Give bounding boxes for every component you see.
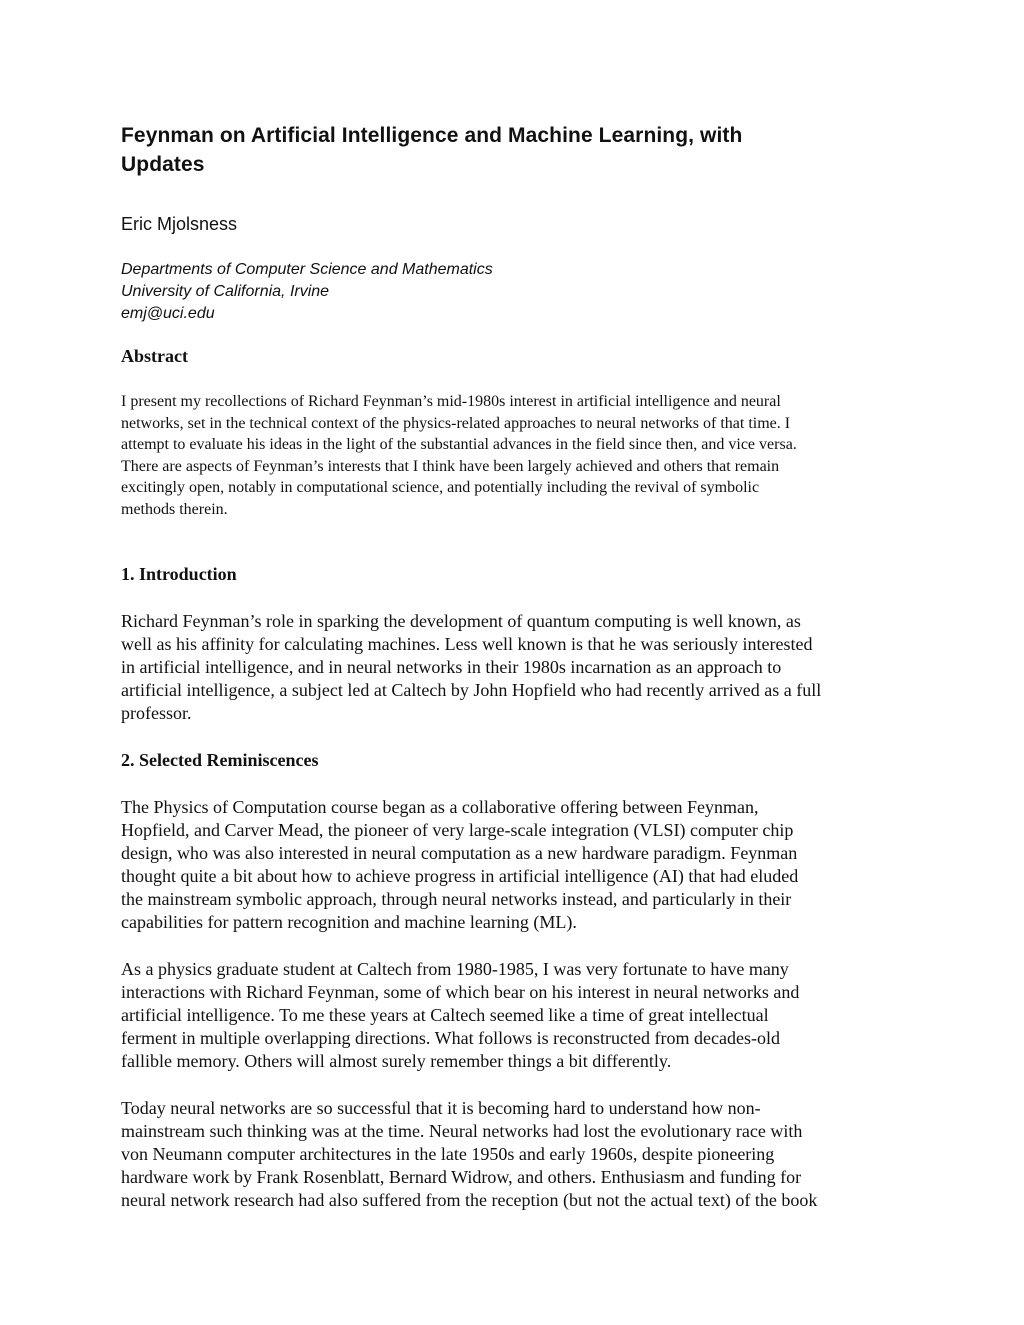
reminiscences-paragraph-2 (121, 958, 911, 1073)
affiliation-block (121, 259, 911, 325)
title-line: Updates (121, 153, 205, 176)
abstract-text (121, 391, 906, 520)
abstract-line: networks, set in the technical context of the physics-related approaches to neural networks of that time. I (121, 414, 791, 432)
reminiscences-paragraph-3 (121, 1097, 911, 1212)
affiliation-department: Departments of Computer Science and Mathematics (121, 261, 493, 278)
paragraph-line: The Physics of Computation course began as a collaborative offering between Feynman, (121, 797, 759, 817)
introduction-paragraph (121, 610, 911, 725)
paragraph-line: fallible memory. Others will almost surely remember things a bit differently. (121, 1051, 672, 1071)
paragraph-line: Today neural networks are so successful that it is becoming hard to understand how non- (121, 1098, 761, 1118)
paragraph-line: Hopfield, and Carver Mead, the pioneer of very large-scale integration (VLSI) computer chip (121, 820, 794, 840)
abstract-heading: Abstract (121, 346, 188, 366)
paragraph-line: well as his affinity for calculating machines. Less well known is that he was seriously interested (121, 634, 813, 654)
paragraph-line: artificial intelligence, a subject led at Caltech by John Hopfield who had recently arrived as a full (121, 680, 822, 700)
paragraph-line: in artificial intelligence, and in neural networks in their 1980s incarnation as an approach to (121, 657, 782, 677)
paragraph-line: mainstream such thinking was at the time. Neural networks had lost the evolutionary race with (121, 1121, 803, 1141)
paragraph-line: capabilities for pattern recognition and machine learning (ML). (121, 912, 577, 932)
section-heading-introduction: 1. Introduction (121, 564, 237, 584)
paragraph-line: Richard Feynman’s role in sparking the development of quantum computing is well known, as (121, 611, 801, 631)
paper-title (121, 121, 911, 179)
abstract-line: There are aspects of Feynman’s interests that I think have been largely achieved and others that remain (121, 457, 780, 475)
paragraph-line: ferment in multiple overlapping directions. What follows is reconstructed from decades-old (121, 1028, 780, 1048)
reminiscences-paragraph-1 (121, 796, 911, 934)
paragraph-line: interactions with Richard Feynman, some of which bear on his interest in neural networks and (121, 982, 800, 1002)
abstract-line: I present my recollections of Richard Feynman’s mid-1980s interest in artificial intelligence and neural (121, 393, 781, 410)
paragraph-line: von Neumann computer architectures in the late 1950s and early 1960s, despite pioneering (121, 1144, 775, 1164)
abstract-line: excitingly open, notably in computational science, and potentially including the revival of symbolic (121, 479, 760, 496)
paragraph-line: the mainstream symbolic approach, through neural networks instead, and particularly in their (121, 889, 792, 909)
title-line: Feynman on Artificial Intelligence and Machine Learning, with (121, 124, 743, 147)
affiliation-university: University of California, Irvine (121, 283, 330, 300)
paragraph-line: professor. (121, 703, 192, 723)
section-heading-reminiscences: 2. Selected Reminiscences (121, 750, 319, 770)
paragraph-line: neural network research had also suffered from the reception (but not the actual text) of the book (121, 1190, 818, 1210)
paragraph-line: design, who was also interested in neural computation as a new hardware paradigm. Feynman (121, 843, 798, 863)
paper-page (121, 121, 911, 1212)
paragraph-line: As a physics graduate student at Caltech from 1980-1985, I was very fortunate to have many (121, 959, 789, 979)
paragraph-line: hardware work by Frank Rosenblatt, Bernard Widrow, and others. Enthusiasm and funding for (121, 1167, 802, 1187)
paragraph-line: thought quite a bit about how to achieve progress in artificial intelligence (AI) that had eluded (121, 866, 799, 886)
abstract-line: attempt to evaluate his ideas in the light of the substantial advances in the field since then, and vice versa. (121, 436, 797, 453)
abstract-line: methods therein. (121, 500, 228, 518)
author-email: emj@uci.edu (121, 305, 215, 322)
author-name: Eric Mjolsness (121, 214, 238, 234)
paragraph-line: artificial intelligence. To me these years at Caltech seemed like a time of great intellectual (121, 1005, 769, 1025)
